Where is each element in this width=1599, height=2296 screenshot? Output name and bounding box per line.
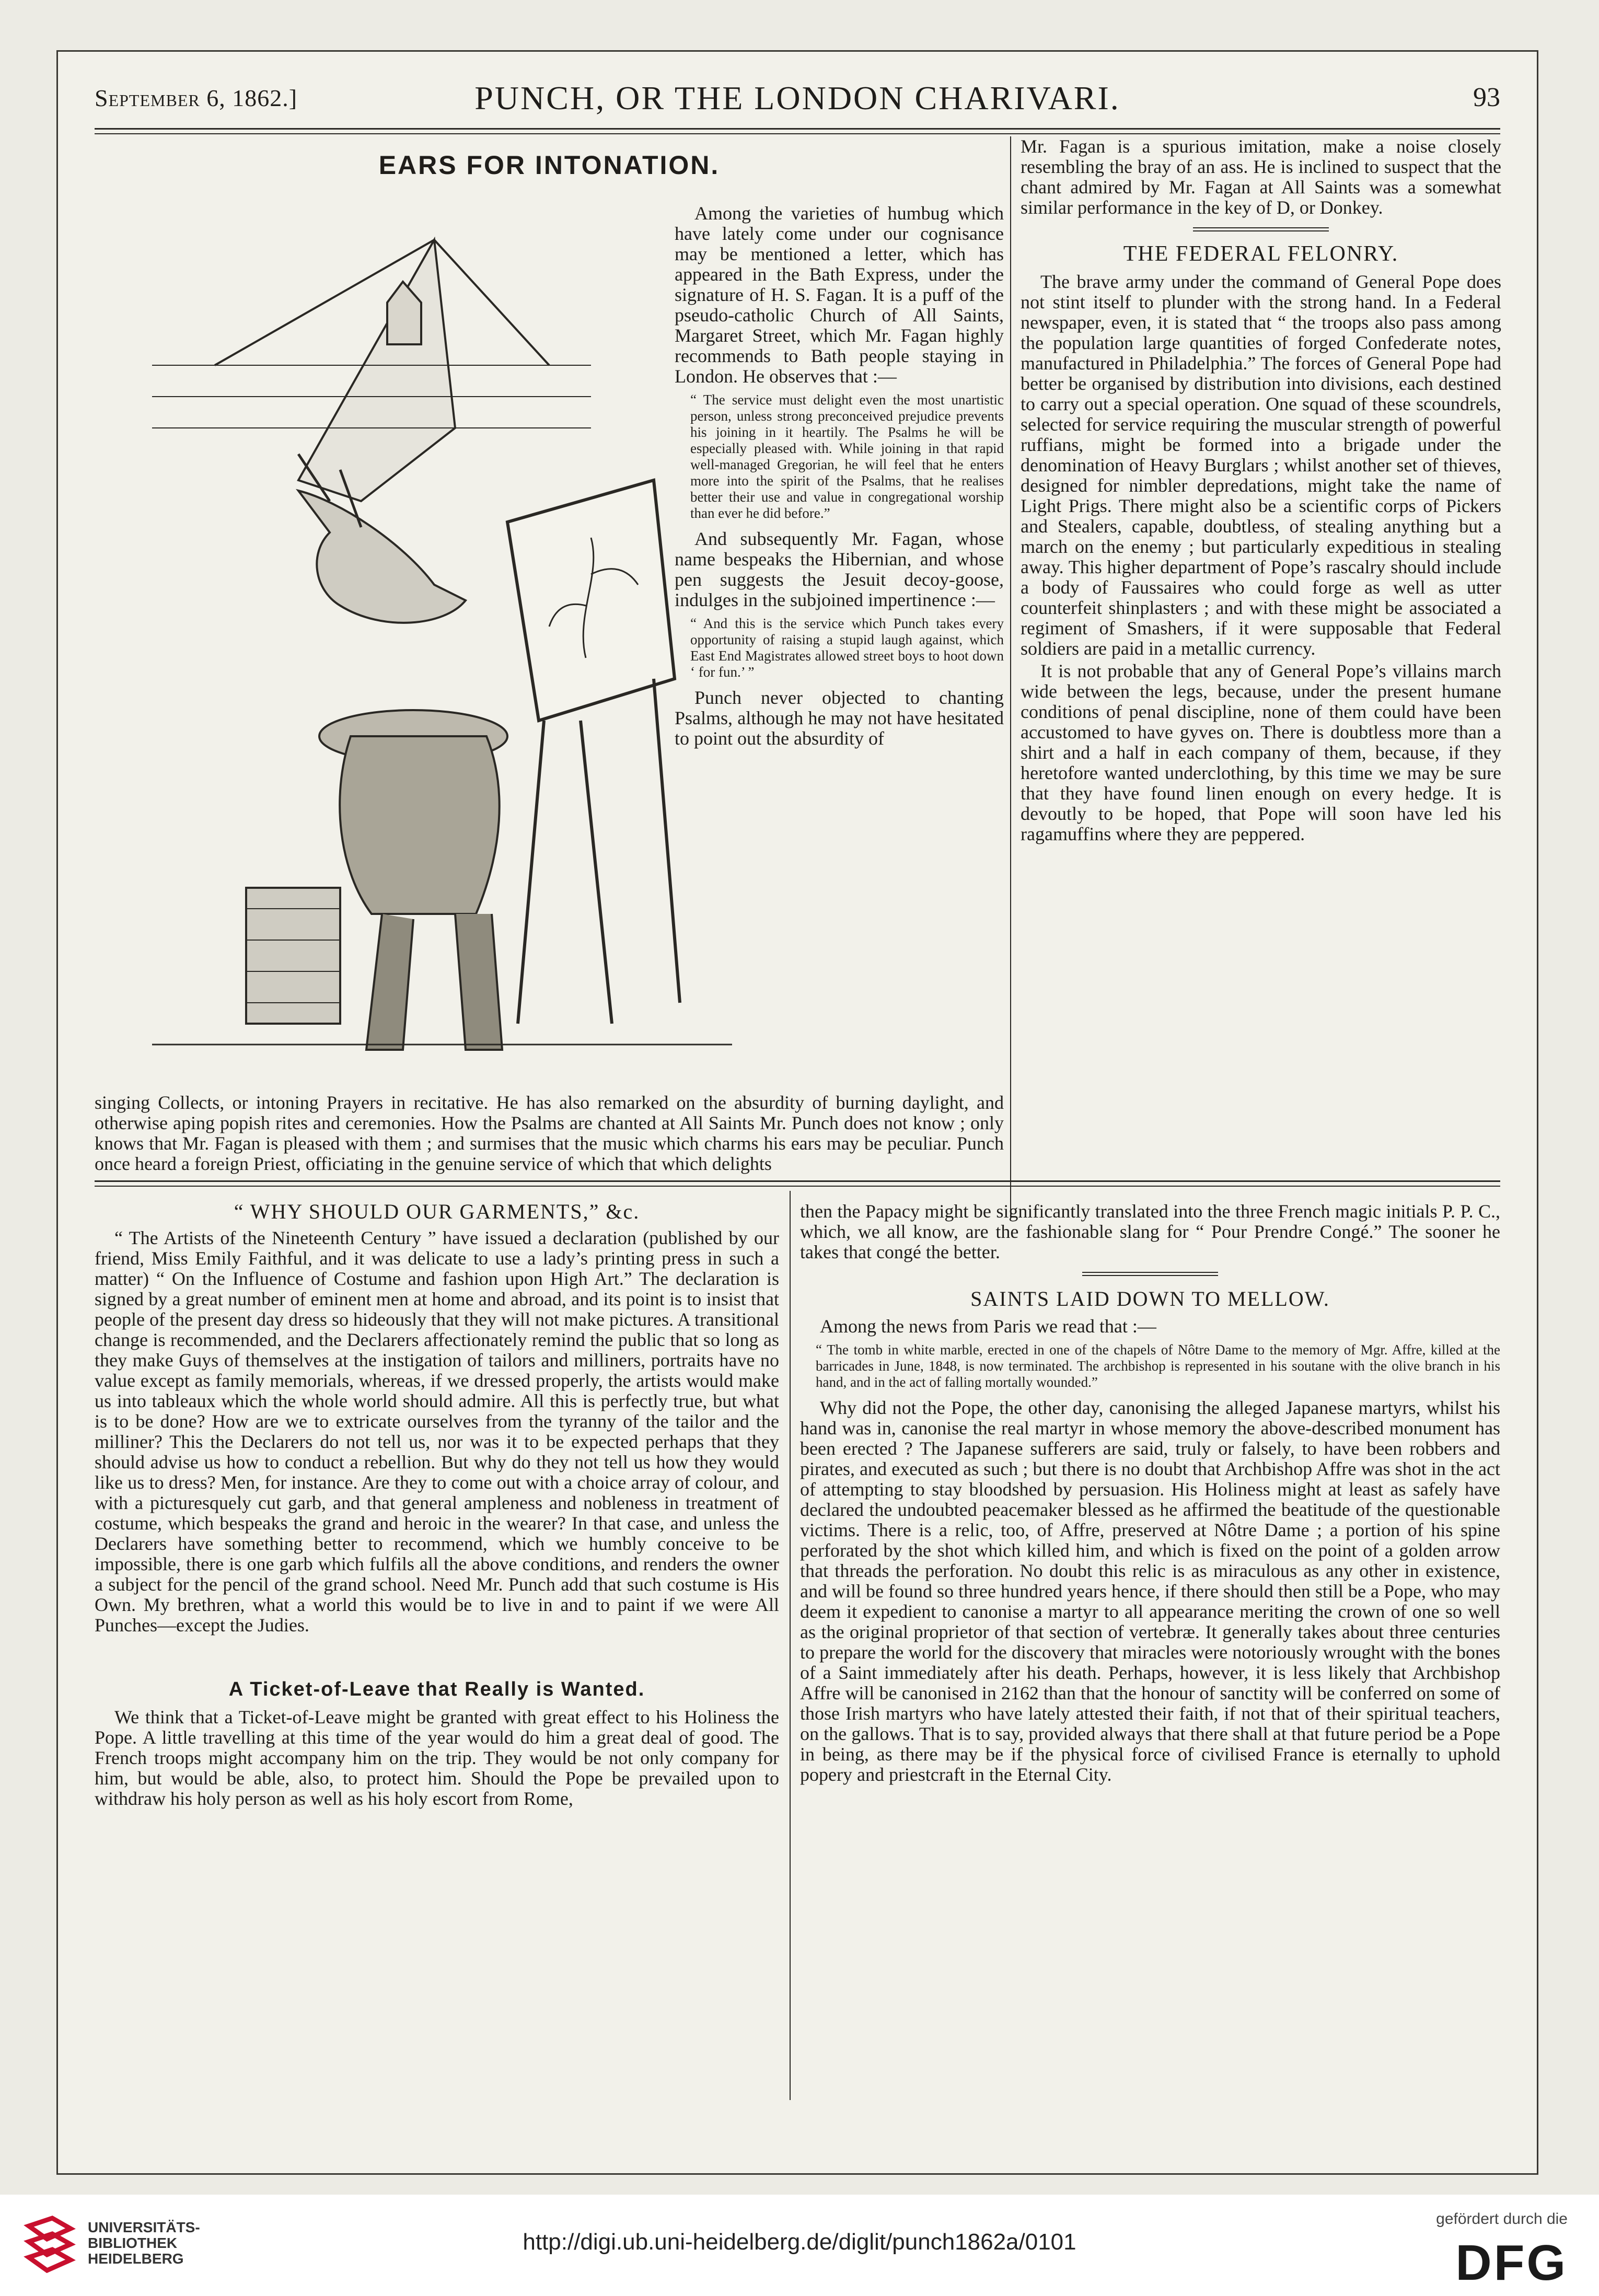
federal-paragraph-2: It is not probable that any of General Pope’s villains march wide between the legs, because, under the present humane conditions of penal discipline, none of them could have been accustomed to have gyves on. There is doubtless more than a shirt and a half in each company of them, because, if they heretofore wanted underclothing, by this time we may be sure that they have found linen enough on every hedge. It is devoutly to be hoped, that Pope will soon have led his ragamuffins where they are peppered. bbox=[1021, 660, 1501, 844]
column-divider-top bbox=[1010, 136, 1011, 1218]
ears-quote-2: “ And this is the service which Punch takes every opportunity of raising a stupid laugh against, which East End Magistrates allowed street boys to hoot down ‘ for fun.’ ” bbox=[690, 616, 1004, 680]
column-divider-bottom bbox=[790, 1191, 791, 2100]
ears-paragraph-5: Mr. Fagan is a spurious imitation, make a noise closely resembling the bray of an ass. He is inclined to suspect that the chant admired by Mr. Fagan at All Saints was a somewhat similar performance in the key of D, or Donkey. bbox=[1021, 136, 1501, 218]
saints-quote-1: “ The tomb in white marble, erected in one of the chapels of Nôtre Dame to the memory of Mgr. Affre, killed at the barricades in June, 1848, is now terminated. The archbishop is represented in his soutane with the olive branch in his hand, and in the act of falling mortally wounded.” bbox=[816, 1342, 1500, 1390]
cartoon-donkey-artist-illustration bbox=[142, 208, 743, 1086]
digitization-footer bbox=[0, 2195, 1599, 2296]
ears-paragraph-4: singing Collects, or intoning Prayers in recitative. He has also remarked on the absurdity of burning daylight, and otherwise aping popish rites and ceremonies. How the Psalms are chanted at All Saints Mr. Punch does not know ; only knows that Mr. Fagan is pleased with them ; and surmises that the music which charms his ears may be peculiar. Punch once heard a foreign Priest, officiating in the genuine service of which that which delights bbox=[95, 1092, 1004, 1174]
library-name-line-2: BIBLIOTHEK bbox=[88, 2235, 178, 2251]
header-rule bbox=[95, 128, 1500, 130]
saints-paragraph-1: Among the news from Paris we read that :— bbox=[820, 1316, 1156, 1337]
funding-note: gefördert durch die bbox=[1436, 2210, 1568, 2228]
section-divider bbox=[1193, 227, 1329, 231]
masthead-title: PUNCH, OR THE LONDON CHARIVARI. bbox=[474, 79, 1120, 117]
ears-paragraph-2: And subsequently Mr. Fagan, whose name bespeaks the Hibernian, and whose pen suggests the Jesuit decoy-goose, indulges in the subjoined impertinence :— bbox=[675, 528, 1004, 610]
ticket-paragraph-1: We think that a Ticket-of-Leave might be granted with great effect to his Holiness the Pope. A little travelling at this time of the year would do him a great deal of good. The French troops might accompany him on the trip. They would be not only company for him, but would be able, also, to protect him. Should the Pope be prevailed upon to withdraw his holy person as well as his holy escort from Rome, bbox=[95, 1707, 779, 1809]
library-name-line-3: HEIDELBERG bbox=[88, 2251, 184, 2267]
dfg-logo: DFG bbox=[1455, 2235, 1568, 2291]
garments-paragraph-1: “ The Artists of the Nineteenth Century ” have issued a declaration (published by our friend, Miss Emily Faithful, and it was delicate to use a lady’s printing press in such a matter) “ On the Influence of Costume and fashion upon High Art.” The declaration is signed by a great number of eminent men at home and abroad, and its point is to insist that people of the present day dress so hideously that they will not make pictures. A transitional change is recommended, and the Declarers affectionately remind the public that so long as they make Guys of themselves at the instigation of tailors and milliners, portraits have no value except as family memorials, whereas, if we dressed properly, the artists would make us into tableaux which the whole world should admire. All this is perfectly true, but what is to be done? How are we to extricate ourselves from the tyranny of the tailor and the milliner? This the Declarers do not tell us, nor was it to be expected perhaps that they should advise us how to conduct a rebellion. But why do they not tell us how they would like us to dress? Men, for instance. Are they to come out with a choice array of colour, and with a picturesquely cut garb, and that general ampleness and nobleness in treatment of costume, which bespeaks the grand and heroic in the wearer? In that case, and unless the Declarers have something better to recommend, which we humbly conceive to be impossible, there is one garb which fulfils all the above conditions, and renders the owner a subject for the pencil of the grand school. Need Mr. Punch add that such costume is His Own. My brethren, what a world this would be to live in and to paint if we were All Punches—except the Judies. bbox=[95, 1227, 779, 1636]
section-rule-thin bbox=[95, 1186, 1500, 1187]
left-column-bottom bbox=[95, 1201, 779, 1811]
article-title-ears: EARS FOR INTONATION. bbox=[378, 150, 720, 180]
article-title-ticket: A Ticket-of-Leave that Really is Wanted. bbox=[228, 1678, 645, 1700]
saints-paragraph-2: Why did not the Pope, the other day, canonising the alleged Japanese martyrs, whilst his hand was in, canonise the real martyr in whose memory the above-described monument has been erected ? The Japanese sufferers are said, truly or falsely, to have been robbers and pirates, and executed as such ; but there is no doubt that Archbishop Affre was shot in the act of attempting to stay bloodshed by persuasion. His Holiness might at least as safely have declared the undoubted peacemaker blessed as he affirmed the beatitude of the questionable victims. There is a relic, too, of Affre, preserved at Nôtre Dame ; a portion of his spine perforated by the shot which killed him, and which is fixed on the point of a golden arrow that threads the perforation. No doubt this relic is as miraculous as any other in existence, and will be found so three hundred years hence, if there should then still be a Pope, who may deem it expedient to canonise a martyr to all appearance meriting the crown of one so well as the original proprietor of that section of vertebræ. It generally takes about three centuries to prepare the world for the discovery that miracles were notoriously wrought with the bones of a Saint immediately after his death. Perhaps, however, it is less likely that Archbishop Affre will be canonised in 2162 than that the honour of sanctity will be conferred on some of those Irish martyrs who have lately attested their faith, if not that of their spiritual teachers, on the gallows. That is to say, provided always that there shall at that future period be a Pope in being, as there may be if the physical force of civilised France is eternally to uphold popery and priestcraft in the Eternal City. bbox=[800, 1397, 1500, 1785]
section-divider-2 bbox=[1082, 1272, 1218, 1276]
section-rule bbox=[95, 1180, 1500, 1182]
article-title-garments: “ WHY SHOULD OUR GARMENTS,” &c. bbox=[234, 1200, 640, 1223]
library-name-line-1: UNIVERSITÄTS- bbox=[88, 2219, 200, 2235]
ears-full-width bbox=[95, 1093, 1004, 1176]
newspaper-page bbox=[56, 50, 1538, 2175]
permalink-url[interactable]: http://digi.ub.uni-heidelberg.de/diglit/punch1862a/0101 bbox=[523, 2229, 1076, 2255]
ears-paragraph-3: Punch never objected to chanting Psalms, although he may not have hesitated to point out the absurdity of bbox=[675, 687, 1004, 749]
garments-continuation: then the Papacy might be significantly translated into the three French magic initials P. P. C., which, we all know, are the fashionable slang for “ Pour Prendre Congé.” The sooner he takes that congé the better. bbox=[800, 1201, 1500, 1262]
issue-date: September 6, 1862.] bbox=[95, 85, 298, 111]
ears-column-wrap bbox=[675, 203, 1004, 751]
article-title-saints: SAINTS LAID DOWN TO MELLOW. bbox=[970, 1287, 1330, 1311]
right-column-bottom bbox=[800, 1201, 1500, 1787]
page-header bbox=[95, 75, 1500, 122]
article-title-federal: THE FEDERAL FELONRY. bbox=[1123, 242, 1399, 266]
page-number: 93 bbox=[1473, 83, 1500, 112]
federal-paragraph-1: The brave army under the command of General Pope does not stint itself to plunder with the strong hand. In a Federal newspaper, even, it is stated that “ the troops also pass among the population large quantities of forged Confederate notes, manufactured in Philadelphia.” The forces of General Pope had better be organised by distribution into divisions, each destined to carry out a special operation. One squad of these scoundrels, selected for service requiring the muscular strength of powerful ruffians, might be formed into a brigade under the denomination of Heavy Burglars ; whilst another set of thieves, designed for nimbler depredations, might take the name of Light Prigs. There might also be a scientific corps of Pickers and Stealers, capable, doubtless, of stealing anything but a march on the enemy ; but particularly expeditious in stealing away. This higher department of Pope’s rascalry should include a body of Faussaires who could forge as well as utter counterfeit shinplasters ; and with these might be associated a regiment of Smashers, if it were supposable that Federal soldiers are paid in a metallic currency. bbox=[1021, 271, 1501, 659]
right-column-top bbox=[1021, 136, 1501, 846]
ears-paragraph-1: Among the varieties of humbug which have lately come under our cognisance may be mentioned a letter, which has appeared in the Bath Express, under the signature of H. S. Fagan. It is a puff of the pseudo-catholic Church of All Saints, Margaret Street, which Mr. Fagan highly recommends to Bath people staying in London. He observes that :— bbox=[675, 203, 1004, 387]
ears-quote-1: “ The service must delight even the most unartistic person, unless strong preconceived prejudice prevents his joining in it heartily. The Psalms he will be especially pleased with. While joining in that rapid well-managed Gregorian, he will feel that he enters more into the spirit of the Psalms, that he realises better their use and value in congregational worship than ever he did before.” bbox=[690, 392, 1004, 521]
header-rule-thin bbox=[95, 133, 1500, 134]
